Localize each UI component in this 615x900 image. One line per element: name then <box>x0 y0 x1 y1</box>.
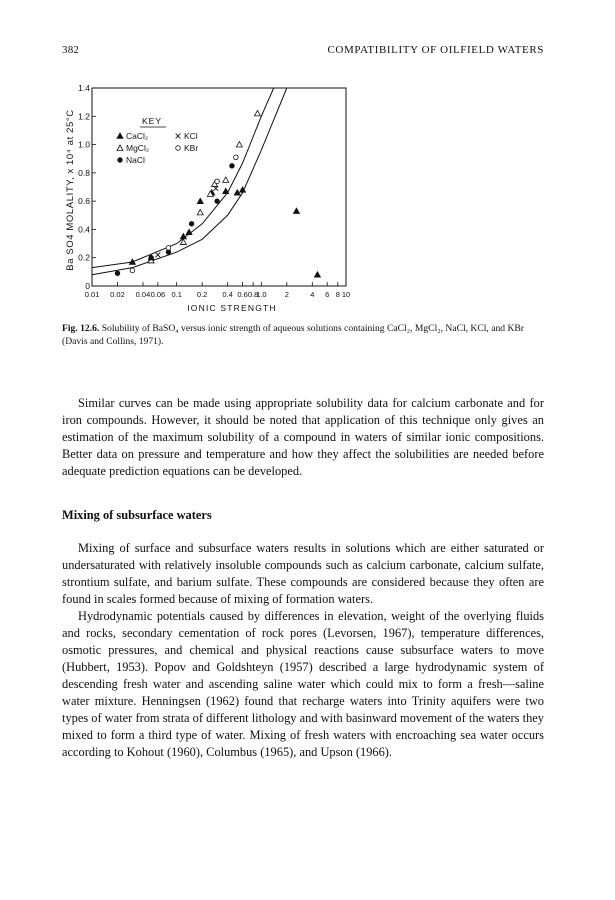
y-axis-label: Ba SO4 MOLALITY, x 10⁴ at 25°C <box>65 109 76 271</box>
legend-marker <box>176 146 181 151</box>
data-point <box>314 272 320 277</box>
chart-legend <box>117 127 198 165</box>
data-point <box>215 199 220 204</box>
y-tick-label: 0.2 <box>78 252 90 263</box>
y-tick-label: 0.4 <box>78 224 90 235</box>
chart-ticks <box>78 83 350 299</box>
data-point <box>115 271 120 276</box>
data-point <box>130 268 135 273</box>
data-point <box>197 209 203 214</box>
y-tick-label: 0.8 <box>78 167 90 178</box>
paragraph-1: Similar curves can be made using appropriate solubility data for calcium carbonate and for iron compounds. However, it should be noted that application of this technique only gives an estimation of the maximum solubility of a compound in waters of similar ionic compositions. Better data on pressure and temperature and how they affect the solubilities are needed before adequate prediction equations can be developed. <box>62 396 544 478</box>
plot-frame <box>92 88 346 286</box>
x-tick-label: 0.2 <box>196 290 208 299</box>
paragraph-3: Hydrodynamic potentials caused by differences in elevation, weight of the overlying fluids and rocks, secondary cementation of rock pores (Levorsen, 1967), temperature differences, osmotic pressures, and chemical and physical reactions cause subsurface waters to move (Hubbert, 1953). Popov and Goldshteyn (1957) described a large hydrodynamic system of descending fresh water and ascending saline water which could mix to form a fresh—saline water mixture. Henningsen (1962) found that recharge waters into Trinity aquifers were two types of water from strata of different lithology and with basinward movement of the waters they mixed to form a third type of water. Mixing of fresh waters with encroaching sea water occurs according to Kohout (1960), Columbus (1965), and Upson (1966). <box>62 609 544 759</box>
x-tick-label: 0.6 <box>237 290 248 299</box>
running-title: COMPATIBILITY OF OILFIELD WATERS <box>327 44 544 56</box>
data-point <box>254 110 260 115</box>
y-tick-label: 0.6 <box>78 196 90 207</box>
data-point <box>230 163 235 168</box>
data-point <box>215 179 220 184</box>
legend-entry: MgCl₂ <box>126 143 150 153</box>
x-tick-label: 1.0 <box>256 290 267 299</box>
chart-frame <box>92 88 346 286</box>
y-tick-label: 1.2 <box>78 111 90 122</box>
data-point <box>166 246 171 251</box>
y-tick-label: 1.4 <box>78 83 90 93</box>
figure-caption <box>62 322 544 348</box>
section-heading: Mixing of subsurface waters <box>62 508 212 522</box>
data-point <box>223 188 229 193</box>
figure-label: Fig. 12.6. <box>62 323 100 334</box>
legend-marker <box>118 158 123 163</box>
legend-entry: NaCl <box>126 155 145 165</box>
x-tick-label: 10 <box>341 290 351 299</box>
x-tick-label: 0.04 <box>135 290 151 299</box>
x-tick-label: 0.06 <box>150 290 166 299</box>
data-point <box>293 208 299 213</box>
page-number: 382 <box>62 44 80 56</box>
data-point <box>189 221 194 226</box>
solubility-chart <box>60 78 480 318</box>
data-point <box>149 255 154 260</box>
x-tick-label: 0.8 <box>247 290 259 299</box>
data-point <box>223 177 229 182</box>
legend-marker <box>117 145 123 150</box>
x-tick-label: 8 <box>335 290 340 299</box>
x-tick-label: 6 <box>325 290 330 299</box>
x-tick-label: 0.02 <box>110 290 125 299</box>
y-tick-label: 0 <box>85 281 90 291</box>
x-tick-label: 0.4 <box>222 290 233 299</box>
x-tick-label: 0.1 <box>171 290 182 299</box>
legend-entry: KCl <box>184 131 198 141</box>
page-header <box>62 44 544 60</box>
y-tick-label: 1.0 <box>78 139 90 150</box>
legend-marker <box>176 134 181 139</box>
data-point <box>236 142 242 147</box>
x-tick-label: 4 <box>310 290 315 299</box>
paragraph-2: Mixing of surface and subsurface waters results in solutions which are either saturated or undersaturated with relatively insoluble compounds such as calcium carbonate, calcium sulfate, strontium sulfate, and barium sulfate. These compounds are considered because they often are found in scales formed because of mixing of formation waters. <box>62 541 544 606</box>
x-tick-label: 2 <box>284 290 289 299</box>
data-point <box>155 252 160 257</box>
data-point <box>197 198 203 203</box>
data-point <box>234 155 239 160</box>
legend-entry: KBr <box>184 143 199 153</box>
legend-marker <box>117 133 123 138</box>
figure-caption-text: Solubility of BaSO₄ versus ionic strength of aqueous solutions containing CaCl₂, MgCl₂, NaCl, KCl, and KBr (Davis and Collins, 1971). <box>62 323 524 347</box>
legend-entry: CaCl₂ <box>126 131 149 141</box>
legend-title: KEY <box>141 116 163 126</box>
x-axis-label: IONIC STRENGTH <box>187 303 277 313</box>
x-tick-label: 0.01 <box>84 290 100 299</box>
